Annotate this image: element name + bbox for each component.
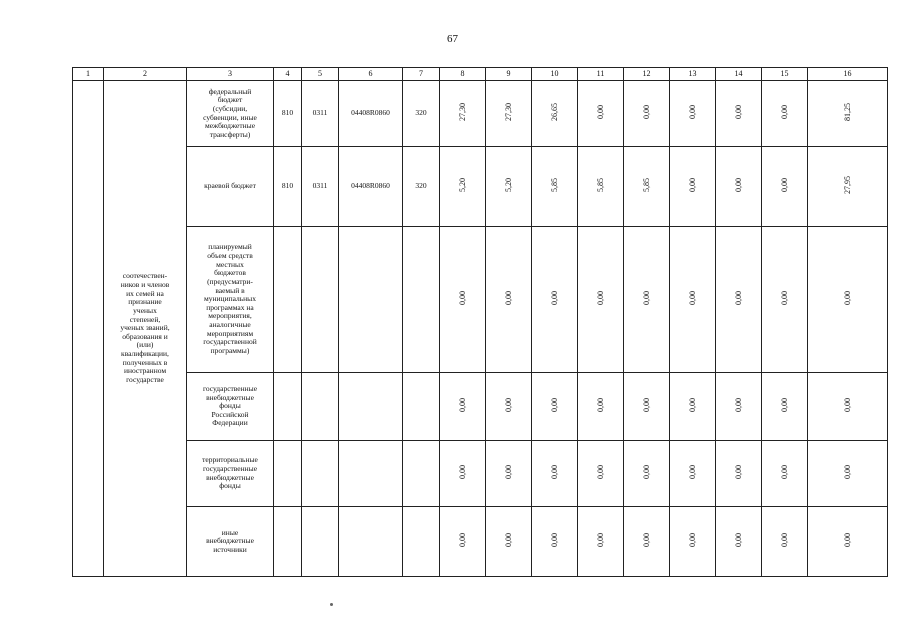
code-c6: 04408R0860 [339,81,403,147]
amount-cell [808,373,888,441]
code-c7 [403,373,440,441]
amount-value: 0,00 [457,465,467,480]
amount-value: 0,00 [457,398,467,413]
table-row [73,373,888,441]
amount-cell [808,441,888,507]
amount-value: 5,20 [457,178,467,193]
amount-cell [762,81,808,147]
amount-cell [716,507,762,577]
amount-cell [532,373,578,441]
amount-cell [670,373,716,441]
amount-cell [486,373,532,441]
amount-value: 5,85 [641,178,651,193]
funding-source: территориальные государственные внебюджетные фонды [187,441,274,507]
column-number-6: 6 [339,68,403,81]
amount-value: 0,00 [641,105,651,120]
amount-cell [624,147,670,227]
table-row [73,507,888,577]
column-number-2: 2 [104,68,187,81]
amount-value: 0,00 [641,465,651,480]
amount-cell [486,81,532,147]
amount-value: 0,00 [779,105,789,120]
amount-value: 0,00 [503,291,513,306]
column-number-4: 4 [274,68,302,81]
amount-value: 0,00 [733,533,743,548]
amount-value: 0,00 [779,178,789,193]
amount-cell [670,81,716,147]
amount-value: 0,00 [641,398,651,413]
measure-description: соотечествен- ников и членов их семей на признание ученых степеней, ученых званий, образования и (или) квалификации, полученных в иностранном государстве [104,81,187,577]
code-c5: 0311 [302,81,339,147]
code-c6 [339,441,403,507]
amount-cell [716,227,762,373]
amount-cell [670,507,716,577]
amount-value: 0,00 [641,291,651,306]
code-c4 [274,441,302,507]
code-c7 [403,441,440,507]
amount-value: 0,00 [641,533,651,548]
code-c6 [339,507,403,577]
code-c4: 810 [274,81,302,147]
amount-value: 5,20 [503,178,513,193]
amount-cell [532,441,578,507]
amount-value: 0,00 [595,398,605,413]
code-c6 [339,227,403,373]
amount-cell [716,441,762,507]
amount-cell [532,81,578,147]
amount-cell [486,507,532,577]
amount-cell [808,81,888,147]
table-row [73,147,888,227]
amount-value: 0,00 [549,533,559,548]
amount-value: 0,00 [779,398,789,413]
code-c5 [302,441,339,507]
code-c4 [274,373,302,441]
code-c4: 810 [274,147,302,227]
amount-cell [440,227,486,373]
amount-cell [486,147,532,227]
amount-value: 0,00 [549,291,559,306]
amount-value: 0,00 [687,105,697,120]
amount-value: 5,85 [549,178,559,193]
amount-value: 0,00 [687,533,697,548]
amount-value: 0,00 [733,105,743,120]
row-number-cell [73,81,104,577]
code-c5 [302,507,339,577]
amount-cell [624,81,670,147]
amount-value: 0,00 [733,398,743,413]
column-number-16: 16 [808,68,888,81]
column-number-10: 10 [532,68,578,81]
amount-value: 0,00 [733,178,743,193]
amount-value: 0,00 [842,533,852,548]
amount-cell [440,507,486,577]
amount-value: 0,00 [687,291,697,306]
scan-speck [330,603,333,606]
column-number-9: 9 [486,68,532,81]
amount-value: 0,00 [779,533,789,548]
amount-value: 26,65 [549,103,559,122]
page-number: 67 [447,33,458,45]
code-c4 [274,507,302,577]
code-c7 [403,227,440,373]
amount-cell [762,227,808,373]
amount-value: 0,00 [457,533,467,548]
column-number-1: 1 [73,68,104,81]
column-number-row [73,68,888,81]
amount-cell [578,441,624,507]
code-c5: 0311 [302,147,339,227]
column-number-13: 13 [670,68,716,81]
amount-cell [670,441,716,507]
amount-value: 0,00 [842,465,852,480]
table-row [73,441,888,507]
amount-value: 0,00 [687,465,697,480]
code-c7: 320 [403,81,440,147]
amount-cell [624,507,670,577]
column-number-15: 15 [762,68,808,81]
budget-table [72,67,888,577]
amount-value: 0,00 [733,291,743,306]
column-number-3: 3 [187,68,274,81]
amount-cell [624,441,670,507]
amount-value: 5,85 [595,178,605,193]
code-c6: 04408R0860 [339,147,403,227]
table-row [73,81,888,147]
code-c7 [403,507,440,577]
funding-source: государственные внебюджетные фонды Российской Федерации [187,373,274,441]
column-number-14: 14 [716,68,762,81]
amount-cell [486,227,532,373]
amount-cell [486,441,532,507]
code-c5 [302,227,339,373]
amount-value: 27,30 [457,103,467,122]
amount-value: 0,00 [687,178,697,193]
amount-cell [762,373,808,441]
amount-cell [808,507,888,577]
column-number-5: 5 [302,68,339,81]
amount-cell [532,507,578,577]
column-number-11: 11 [578,68,624,81]
amount-cell [670,147,716,227]
amount-cell [578,81,624,147]
amount-value: 0,00 [733,465,743,480]
amount-cell [578,373,624,441]
amount-value: 0,00 [842,291,852,306]
amount-cell [578,507,624,577]
amount-value: 0,00 [779,291,789,306]
amount-cell [624,373,670,441]
table-body [73,68,888,577]
amount-value: 27,95 [842,176,852,195]
table-row [73,227,888,373]
funding-source: иные внебюджетные источники [187,507,274,577]
code-c6 [339,373,403,441]
code-c5 [302,373,339,441]
column-number-12: 12 [624,68,670,81]
code-c7: 320 [403,147,440,227]
amount-value: 0,00 [779,465,789,480]
amount-cell [440,81,486,147]
amount-cell [762,147,808,227]
amount-value: 0,00 [842,398,852,413]
amount-cell [716,147,762,227]
amount-value: 81,25 [842,103,852,122]
amount-cell [532,147,578,227]
amount-cell [440,441,486,507]
amount-value: 0,00 [595,465,605,480]
amount-cell [578,147,624,227]
amount-cell [532,227,578,373]
amount-cell [716,81,762,147]
funding-source: федеральный бюджет (субсидии, субвенции, иные межбюджетные трансферты) [187,81,274,147]
amount-cell [440,147,486,227]
amount-cell [808,147,888,227]
funding-source: планируемый объем средств местных бюджетов (предусматри- ваемый в муниципальных программах на мероприятия, аналогичные мероприятиям государственной программы) [187,227,274,373]
amount-value: 0,00 [549,398,559,413]
amount-value: 27,30 [503,103,513,122]
amount-value: 0,00 [687,398,697,413]
amount-value: 0,00 [595,533,605,548]
amount-value: 0,00 [503,465,513,480]
amount-cell [762,441,808,507]
funding-source: краевой бюджет [187,147,274,227]
amount-cell [440,373,486,441]
column-number-7: 7 [403,68,440,81]
amount-value: 0,00 [595,105,605,120]
code-c4 [274,227,302,373]
amount-cell [716,373,762,441]
amount-cell [624,227,670,373]
amount-value: 0,00 [549,465,559,480]
amount-value: 0,00 [503,533,513,548]
amount-value: 0,00 [595,291,605,306]
column-number-8: 8 [440,68,486,81]
amount-cell [762,507,808,577]
amount-cell [670,227,716,373]
amount-value: 0,00 [457,291,467,306]
amount-cell [578,227,624,373]
amount-value: 0,00 [503,398,513,413]
amount-cell [808,227,888,373]
